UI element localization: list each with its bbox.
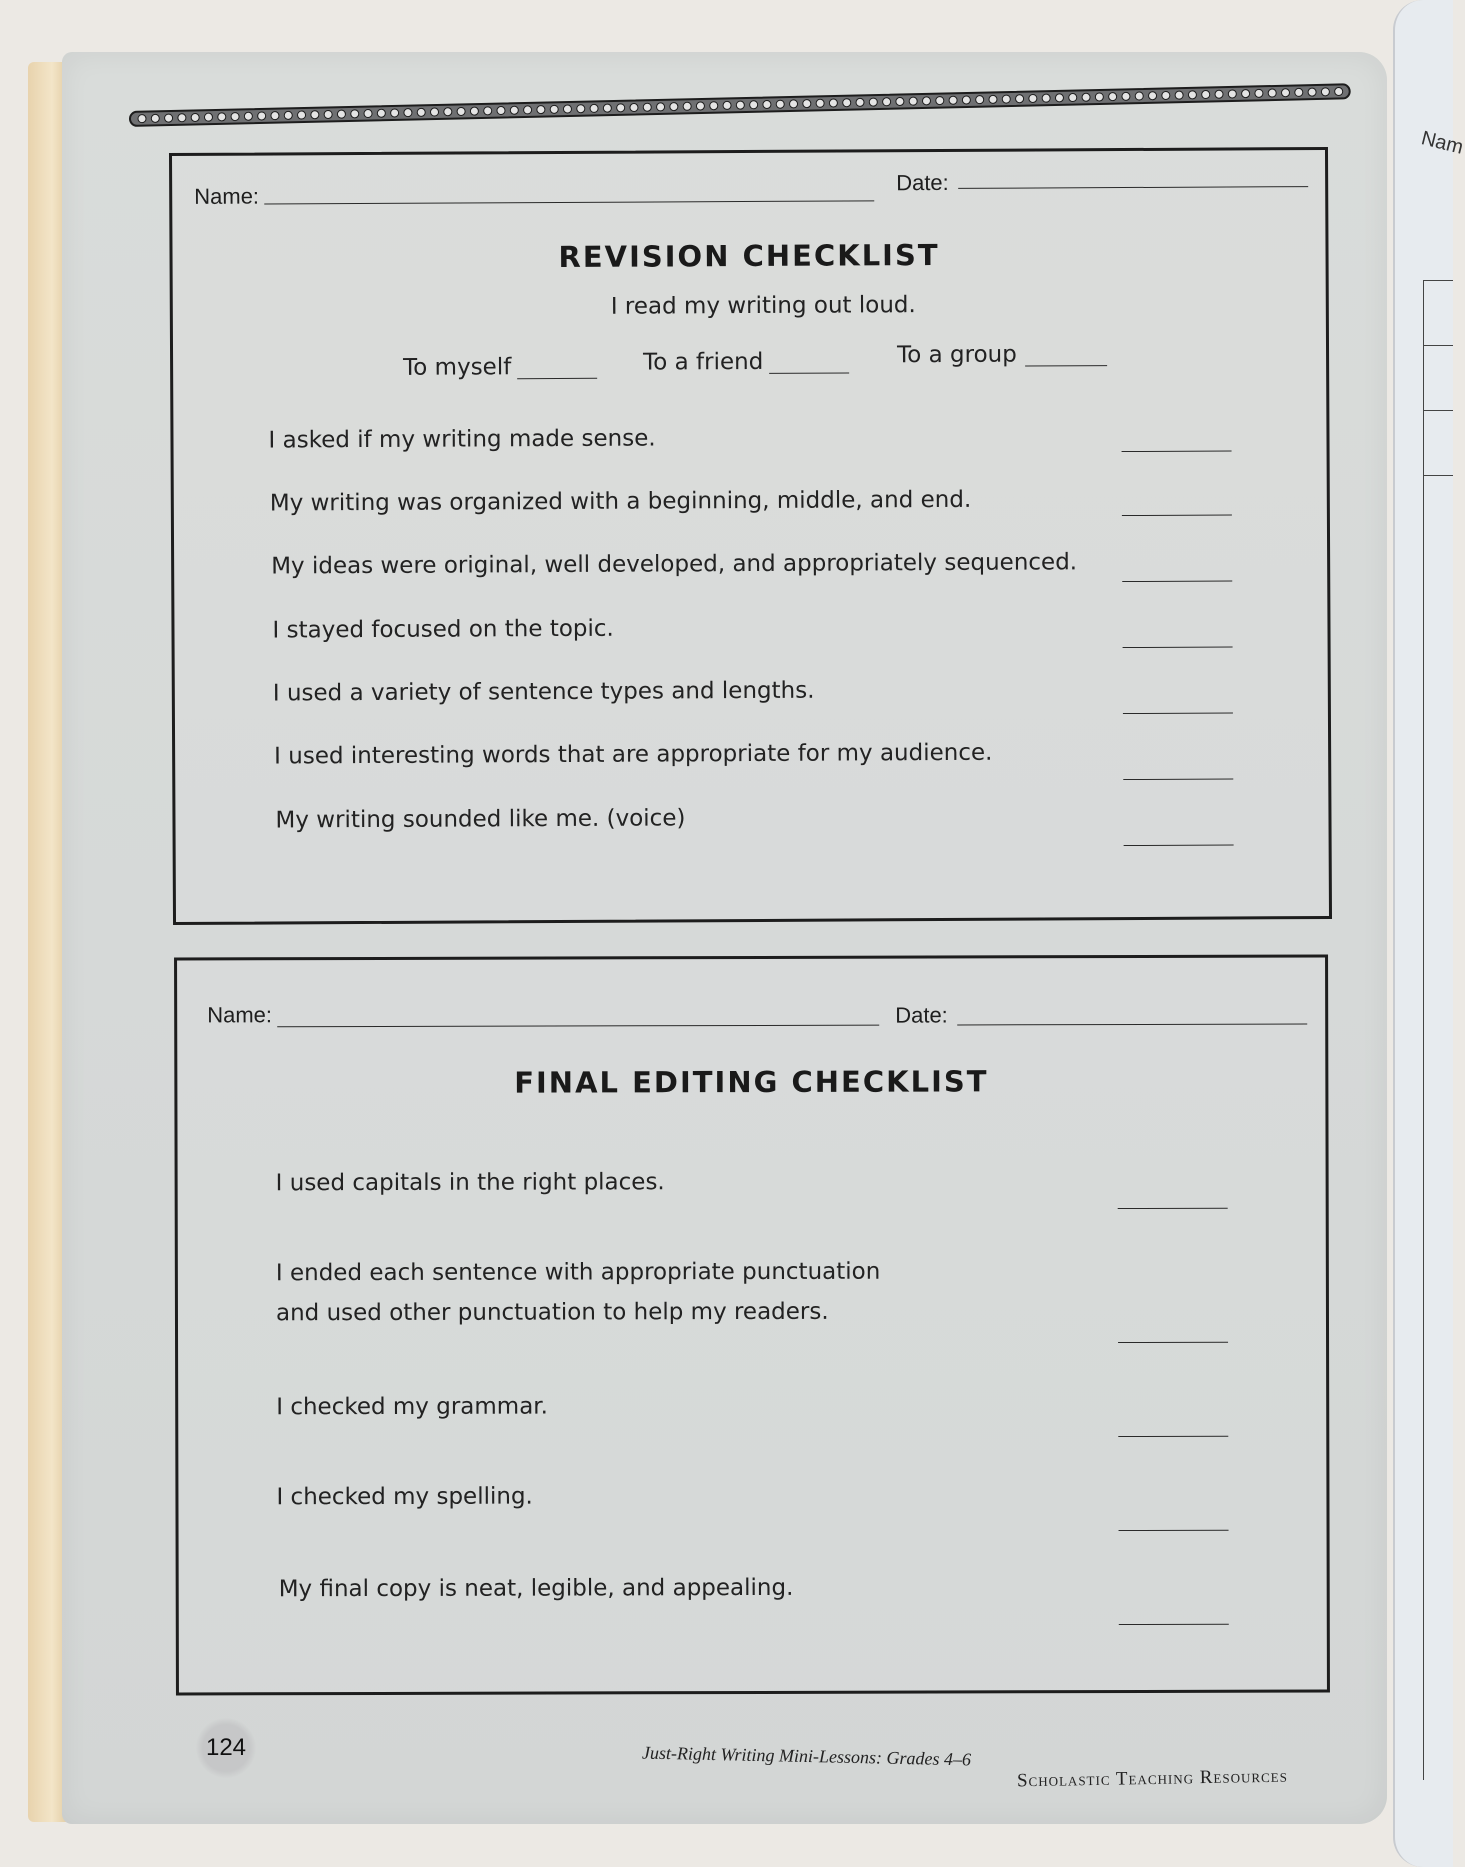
next-page-rule — [1423, 475, 1453, 476]
date-label: Date: — [895, 1002, 948, 1028]
next-page-edge — [1393, 0, 1465, 1867]
final-editing-checklist-panel — [174, 954, 1330, 1695]
check-blank[interactable] — [1123, 646, 1233, 648]
check-blank[interactable] — [1119, 1530, 1229, 1531]
option-to-myself: To myself — [403, 354, 512, 381]
check-blank[interactable] — [1119, 1624, 1229, 1625]
revision-checklist-panel — [169, 147, 1332, 925]
checklist-item: I used capitals in the right places. — [275, 1169, 665, 1197]
next-page-table-line — [1423, 280, 1424, 1780]
checklist-item: My writing sounded like me. (voice) — [275, 805, 686, 834]
next-page-rule — [1423, 410, 1453, 411]
checklist-item: I checked my grammar. — [276, 1393, 548, 1421]
checklist-item-continued: and used other punctuation to help my readers. — [275, 1298, 829, 1327]
revision-checklist-title: REVISION CHECKLIST — [558, 238, 940, 275]
check-blank[interactable] — [1122, 514, 1232, 516]
checklist-item: I checked my spelling. — [276, 1483, 533, 1511]
next-page-rule — [1423, 280, 1453, 281]
check-blank[interactable] — [1118, 1436, 1228, 1437]
to-a-friend-blank[interactable] — [769, 372, 849, 373]
publisher: Scholastic Teaching Resources — [1016, 1765, 1289, 1792]
checklist-item: My final copy is neat, legible, and appealing. — [278, 1574, 794, 1603]
to-a-group-blank[interactable] — [1025, 365, 1107, 366]
to-myself-blank[interactable] — [517, 378, 597, 379]
book-title: Just-Right Writing Mini-Lessons: Grades 4–6 — [641, 1742, 972, 1770]
check-blank[interactable] — [1118, 1208, 1228, 1209]
next-page-rule — [1423, 345, 1453, 346]
checklist-item: My ideas were original, well developed, and appropriately sequenced. — [271, 549, 1078, 580]
checklist-item: I stayed focused on the topic. — [272, 615, 614, 644]
checklist-item: I asked if my writing made sense. — [268, 425, 656, 454]
option-to-a-friend: To a friend — [643, 348, 764, 376]
option-to-a-group: To a group — [896, 341, 1017, 369]
checklist-item: I ended each sentence with appropriate punctuation — [275, 1258, 881, 1287]
check-blank[interactable] — [1124, 844, 1234, 846]
checklist-item: I used a variety of sentence types and lengths. — [272, 677, 815, 707]
check-blank[interactable] — [1122, 580, 1232, 582]
date-field[interactable] — [957, 1024, 1307, 1026]
check-blank[interactable] — [1123, 712, 1233, 714]
checklist-item: I used interesting words that are appropriate for my audience. — [274, 739, 993, 770]
next-page-peek-text: Nam — [1419, 127, 1465, 159]
date-field[interactable] — [958, 186, 1308, 189]
final-editing-checklist-title: FINAL EDITING CHECKLIST — [514, 1064, 989, 1100]
checklist-item: My writing was organized with a beginning, middle, and end. — [269, 486, 972, 517]
check-blank[interactable] — [1123, 778, 1233, 780]
check-blank[interactable] — [1118, 1342, 1228, 1343]
date-label: Date: — [896, 169, 949, 196]
page-number: 124 — [196, 1718, 256, 1778]
name-label: Name: — [207, 1002, 273, 1028]
read-aloud-intro: I read my writing out loud. — [610, 292, 916, 320]
name-field[interactable] — [264, 200, 874, 204]
check-blank[interactable] — [1122, 450, 1232, 452]
name-field[interactable] — [277, 1025, 879, 1028]
name-label: Name: — [194, 183, 260, 209]
